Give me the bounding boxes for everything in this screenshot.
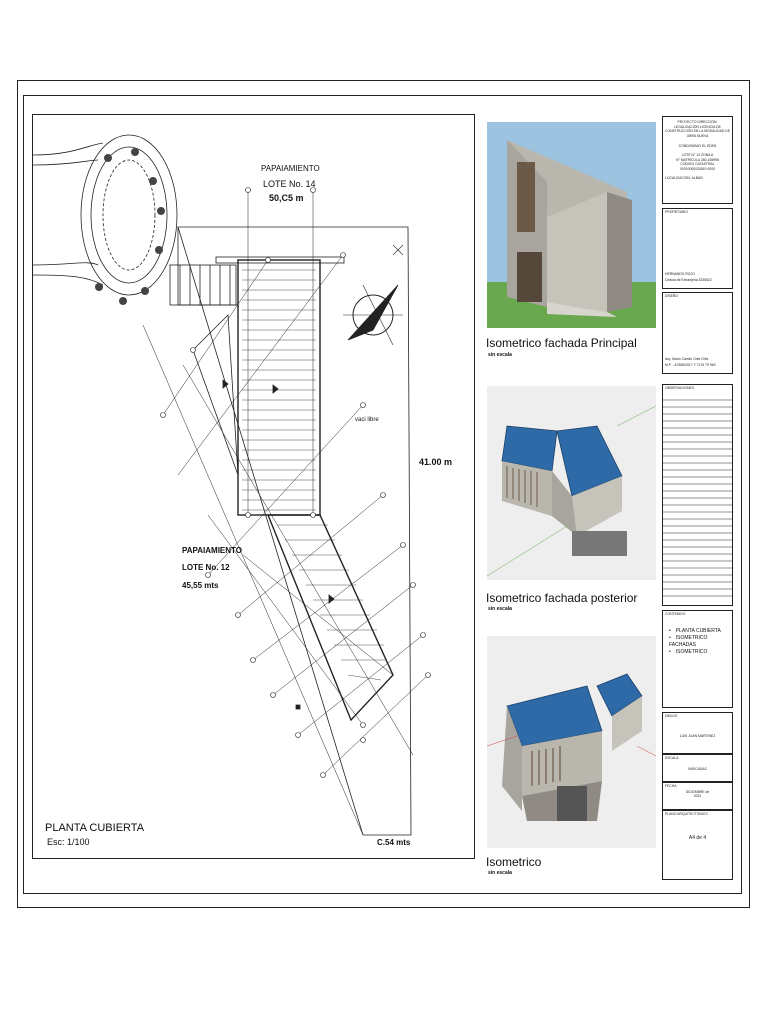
view-sub-general: sin escala (488, 870, 512, 876)
contents-item: • PLANTA CUBIERTA (669, 628, 732, 635)
north-arrow-icon (343, 285, 403, 345)
lot-line: LOTE N° 13 ZONA A (681, 152, 714, 157)
project-header: PROYECTO DIRECCIÓN: LEGALIZACIÓN LICENCIA DE CONSTRUCCIÓN EN LA MODALIDAD DE OBRA NUEVA (665, 120, 730, 138)
date-value: DICIEMBRE de (685, 789, 710, 794)
owner-line: Cedula de Extranjeria 3335522 (665, 278, 712, 283)
owner-line: HERNANDO ROJO (665, 271, 695, 276)
plan-scale: Esc: 1/100 (47, 837, 90, 847)
isometric-general-render (487, 636, 656, 848)
right-dimension: 41.00 m (419, 457, 453, 467)
mid-note: vaci libre (355, 417, 379, 423)
plan-title: PLANTA CUBIERTA (45, 822, 145, 834)
titleblock-designer (662, 292, 733, 374)
roof-plan-drawing (33, 115, 476, 860)
contents-list (663, 628, 732, 656)
left-lot-measure: 45,55 mts (182, 581, 219, 590)
drawing-label: DIBUJO (665, 714, 678, 718)
observations-label: OBSERVACIONES (665, 386, 695, 390)
date-label: FECHA (665, 784, 677, 788)
lot-line: N° MATRICULA 280-165998 (676, 157, 719, 162)
top-lot-measure: 50,C5 m (269, 193, 304, 203)
titleblock-drawing (662, 712, 733, 754)
scale-label: ESCALA (665, 756, 679, 760)
designer-line: M.P. - A7608/2017 Y 7176 79 963 (665, 363, 716, 368)
top-lot-label: PAPAIAMIENTO (261, 164, 320, 173)
titleblock-sheet (662, 810, 733, 880)
contents-label: CONTENIDO (665, 612, 686, 616)
titleblock-date (662, 782, 733, 810)
observation-lines (663, 392, 733, 604)
location-label: LOCALIZACION: ALBAN (665, 176, 703, 181)
left-lot-label: PAPAIAMIENTO (182, 546, 243, 555)
drawing-value: LUIS JUAN MARTINEZ (679, 733, 716, 738)
left-lot-number: LOTE No. 12 (182, 563, 230, 572)
roof-plan-panel (32, 114, 475, 859)
isometric-front-render (487, 122, 656, 328)
view-sub-rear: sin escala (488, 606, 512, 612)
isometric-rear-render (487, 386, 656, 580)
view-title-general: Isometrico (486, 855, 542, 869)
owner-label: PROPIETARIO (665, 210, 688, 214)
view-sub-front: sin escala (488, 352, 512, 358)
titleblock-project (662, 116, 733, 204)
sheet-label: PLANO ARQUITECTONICO (665, 812, 708, 816)
date-year: 2022 (693, 794, 702, 799)
titleblock-observations (662, 384, 733, 606)
sheet-value: A4 de 4 (688, 834, 707, 841)
bottom-dimension: C.54 mts (377, 838, 411, 847)
contents-item: • ISOMETRICO (669, 649, 732, 656)
designer-line: Arq. Mario Camilo Ortiz Ortiz (665, 356, 709, 361)
titleblock-scale (662, 754, 733, 782)
titleblock-contents (662, 610, 733, 708)
lot-line: CODIGO CATASTRAL (680, 162, 715, 167)
lot-line: 00010000020519 0000 (680, 166, 715, 171)
view-title-front: Isometrico fachada Principal (486, 336, 637, 350)
designer-label: DISEÑO (665, 294, 678, 298)
condominium: CONDOMINIO EL EDEN (678, 144, 717, 149)
top-lot-number: LOTE No. 14 (263, 179, 316, 189)
view-title-rear: Isometrico fachada posterior (486, 591, 638, 605)
titleblock-owner (662, 208, 733, 289)
contents-item: • ISOMETRICO FACHADAS (669, 635, 732, 649)
scale-value: INDICADAS (688, 766, 707, 771)
